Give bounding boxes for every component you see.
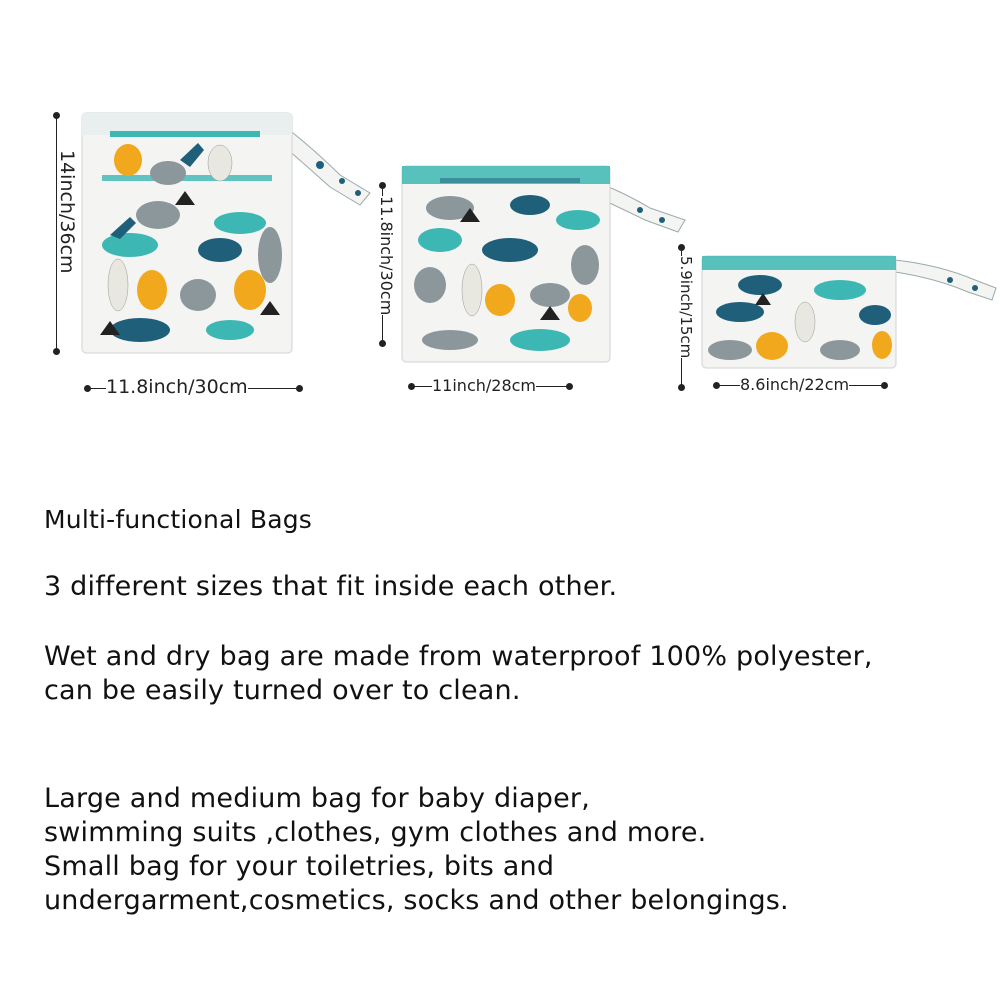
large-width-label: 11.8inch/30cm [106,376,248,398]
description-usage-line3: Small bag for your toiletries, bits and [44,851,555,882]
medium-width-right-dot [566,383,573,390]
small-height-bottom-dot [678,384,685,391]
medium-height-bottom-dot [379,340,386,347]
description-usage-line2: swimming suits ,clothes, gym clothes and more. [44,817,707,848]
description-heading: Multi-functional Bags [44,505,313,534]
small-width-right-dot [881,382,888,389]
medium-bag-image [400,160,690,370]
large-height-label: 14inch/36cm [56,150,78,274]
medium-height-label: 11.8inch/30cm [377,196,396,316]
large-height-bottom-dot [53,348,60,355]
small-height-label: 5.9inch/15cm [677,256,695,359]
description-sizes: 3 different sizes that fit inside each other. [44,571,618,602]
large-bag-image [80,105,380,360]
large-width-right-dot [296,385,303,392]
medium-width-label: 11inch/28cm [432,376,537,395]
description-usage-line4: undergarment,cosmetics, socks and other belongings. [44,885,789,916]
description-usage-line1: Large and medium bag for baby diaper, [44,783,590,814]
description-material-line1: Wet and dry bag are made from waterproof 100% polyester, [44,641,873,672]
small-bag-image [700,250,998,375]
description-material-line2: can be easily turned over to clean. [44,675,521,706]
small-width-label: 8.6inch/22cm [740,375,850,394]
